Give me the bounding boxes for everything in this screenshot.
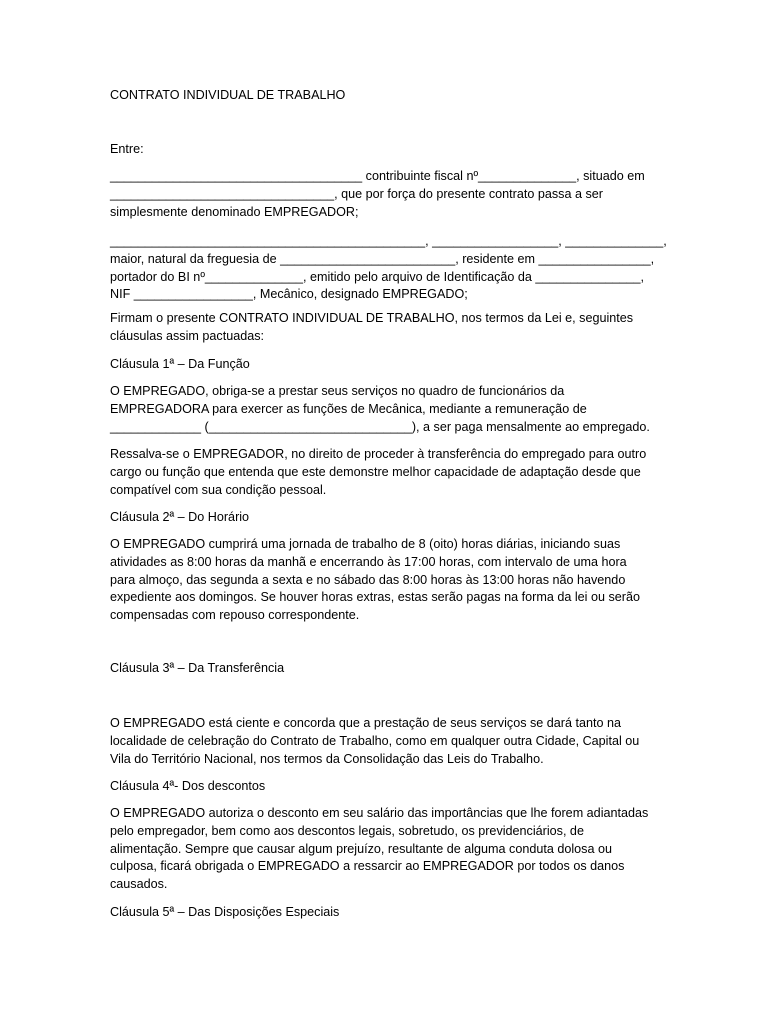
clause-2-paragraph bbox=[110, 536, 670, 625]
clause-3-title: Cláusula 3ª – Da Transferência bbox=[110, 661, 285, 675]
paragraph-line: NIF _________________, Mecânico, designado EMPREGADO; bbox=[110, 287, 468, 302]
paragraph-line: EMPREGADORA para exercer as funções de Mecânica, mediante a remuneração de bbox=[110, 401, 587, 416]
document-title: CONTRATO INDIVIDUAL DE TRABALHO bbox=[110, 88, 346, 102]
paragraph-line: para almoço, das segunda a sexta e no sábado das 8:00 horas às 13:00 horas não havendo bbox=[110, 572, 626, 587]
paragraph-line: cláusulas assim pactuadas: bbox=[110, 328, 265, 343]
employer-paragraph bbox=[110, 168, 670, 221]
paragraph-line: O EMPREGADO cumprirá uma jornada de trabalho de 8 (oito) horas diárias, iniciando suas bbox=[110, 537, 621, 551]
paragraph-line: expediente aos domingos. Se houver horas extras, estas serão pagas na forma da lei ou serão bbox=[110, 590, 640, 605]
paragraph-line: atividades as 8:00 horas da manhã e encerrando às 17:00 horas, com intervalo de uma hora bbox=[110, 554, 627, 569]
paragraph-line: cargo ou função que entenda que este demonstre melhor capacidade de adaptação desde que bbox=[110, 464, 641, 479]
paragraph-line: alimentação. Sempre que causar algum prejuízo, resultante de alguma conduta dolosa ou bbox=[110, 841, 612, 856]
employee-paragraph bbox=[110, 233, 670, 304]
clause-2-title: Cláusula 2ª – Do Horário bbox=[110, 510, 250, 524]
paragraph-line: compensadas com repouso correspondente. bbox=[110, 608, 360, 623]
paragraph-line: portador do BI nº______________, emitido pelo arquivo de Identificação da _______________, bbox=[110, 269, 644, 284]
clause-1-paragraph-2 bbox=[110, 446, 670, 499]
paragraph-line: ________________________________, que por força do presente contrato passa a ser bbox=[110, 186, 603, 201]
paragraph-line: O EMPREGADO está ciente e concorda que a prestação de seus serviços se dará tanto na bbox=[110, 716, 622, 730]
paragraph-line: Firmam o presente CONTRATO INDIVIDUAL DE TRABALHO, nos termos da Lei e, seguintes bbox=[110, 311, 634, 325]
clause-1-title: Cláusula 1ª – Da Função bbox=[110, 357, 250, 371]
paragraph-line: _____________ (_____________________________), a ser paga mensalmente ao empregado. bbox=[110, 419, 650, 434]
clause-5-title: Cláusula 5ª – Das Disposições Especiais bbox=[110, 905, 340, 919]
paragraph-line: compatível com sua condição pessoal. bbox=[110, 482, 327, 497]
paragraph-line: localidade de celebração do Contrato de Trabalho, como em qualquer outra Cidade, Capital ou bbox=[110, 733, 640, 748]
intro-paragraph bbox=[110, 310, 670, 346]
paragraph-line: ____________________________________ contribuinte fiscal nº______________, situado em bbox=[110, 169, 645, 183]
paragraph-line: culposa, ficará obrigada o EMPREGADO a ressarcir ao EMPREGADOR por todos os danos bbox=[110, 859, 625, 874]
paragraph-line: O EMPREGADO autoriza o desconto em seu salário das importâncias que lhe forem adiantadas bbox=[110, 806, 649, 820]
paragraph-line: Ressalva-se o EMPREGADOR, no direito de proceder à transferência do empregado para outro bbox=[110, 447, 647, 461]
paragraph-line: O EMPREGADO, obriga-se a prestar seus serviços no quadro de funcionários da bbox=[110, 384, 565, 398]
clause-4-title: Cláusula 4ª- Dos descontos bbox=[110, 779, 266, 793]
paragraph-line: causados. bbox=[110, 877, 168, 892]
paragraph-line: Vila do Território Nacional, nos termos da Consolidação das Leis do Trabalho. bbox=[110, 751, 544, 766]
paragraph-line: pelo empregador, bem como aos descontos legais, sobretudo, os previdenciários, de bbox=[110, 823, 584, 838]
paragraph-line: simplesmente denominado EMPREGADOR; bbox=[110, 204, 359, 219]
paragraph-line: maior, natural da freguesia de _________________________, residente em ________________, bbox=[110, 251, 655, 266]
entre-label: Entre: bbox=[110, 142, 144, 156]
clause-3-paragraph bbox=[110, 715, 670, 768]
paragraph-line: _____________________________________________, __________________, ______________, bbox=[110, 234, 667, 248]
clause-1-paragraph-1 bbox=[110, 383, 670, 436]
clause-4-paragraph bbox=[110, 805, 670, 894]
